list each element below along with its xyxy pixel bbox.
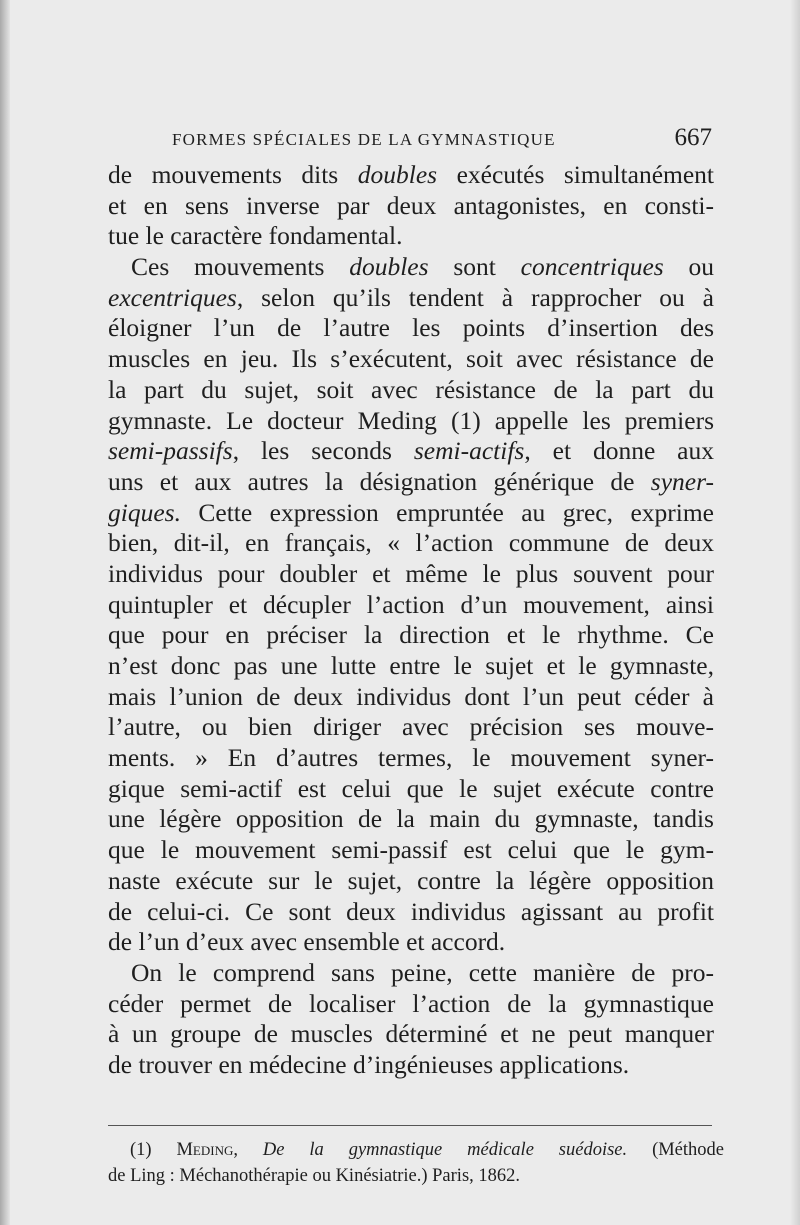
text-line <box>108 467 714 498</box>
text-segment: ments. » En d’autres termes, le mouvement syner- <box>108 743 714 773</box>
text-line <box>108 897 714 928</box>
text-segment: de mouvements dits <box>108 160 358 189</box>
text-segment: céder permet de localiser l’action de la gymnastique <box>108 988 714 1018</box>
paragraph <box>108 160 714 252</box>
footnote-line <box>108 1137 724 1163</box>
small-caps-text: Meding <box>176 1140 234 1160</box>
text-segment: à un groupe de muscles déterminé et ne peut manquer <box>108 1019 714 1049</box>
text-line <box>108 375 714 406</box>
text-segment: (Méthode <box>627 1140 724 1160</box>
text-segment: gique semi-actif est celui que le sujet exécute contre <box>108 773 714 803</box>
text-segment: la part du sujet, soit avec résistance de la part du <box>108 374 714 404</box>
text-segment: , <box>233 1140 263 1160</box>
text-segment: quintupler et décupler l’action d’un mouvement, ainsi <box>108 589 714 619</box>
text-segment: éloigner l’un de l’autre les points d’insertion des <box>108 313 714 343</box>
footnote <box>108 1137 724 1189</box>
text-segment: uns et aux autres la désignation générique de <box>108 466 651 496</box>
text-segment: ou <box>663 252 714 282</box>
italic-text: semi-actifs <box>413 436 525 466</box>
italic-text: semi-passifs <box>108 436 233 466</box>
text-line <box>108 835 714 866</box>
text-segment: une légère opposition de la main du gymnaste, tandis <box>108 804 714 834</box>
text-segment: n’est donc pas une lutte entre le sujet et le gymnaste, <box>108 651 714 680</box>
text-line <box>108 866 714 897</box>
text-line <box>108 436 714 467</box>
text-segment: individus pour doubler et même le plus souvent pour <box>108 558 714 588</box>
italic-text: doubles <box>357 160 438 189</box>
text-line <box>108 406 714 437</box>
italic-text: De la gymnastique médicale suédoise. <box>262 1140 628 1160</box>
italic-text: excentriques <box>108 282 237 312</box>
italic-text: doubles <box>349 252 429 282</box>
text-line <box>108 160 714 191</box>
text-line <box>108 620 714 651</box>
text-segment: que pour en préciser la direction et le rhythme. Ce <box>108 620 714 650</box>
text-segment: Ces mouvements <box>131 252 350 282</box>
text-line <box>108 1019 714 1050</box>
text-line <box>108 191 714 222</box>
footnote-rule <box>108 1125 712 1126</box>
paragraph <box>108 958 714 1081</box>
text-segment: gymnaste. Le docteur Meding (1) appelle les premiers <box>108 405 714 435</box>
text-segment: sont <box>428 252 521 282</box>
text-line <box>108 1050 714 1081</box>
text-line <box>108 498 714 529</box>
text-segment: , les seconds <box>232 436 414 466</box>
text-line <box>108 804 714 835</box>
paragraph <box>108 252 714 958</box>
text-line <box>108 743 714 774</box>
text-line <box>108 682 714 713</box>
text-segment: exécutés simultanément <box>437 160 714 189</box>
text-segment: que le mouvement semi-passif est celui que le gym- <box>108 835 714 865</box>
running-head <box>172 124 712 154</box>
text-segment: , selon qu’ils tendent à rapprocher ou à <box>236 282 714 312</box>
page-edge-shadow-right <box>790 0 800 1225</box>
text-segment: de l’un d’eux avec ensemble et accord. <box>108 927 506 957</box>
page-edge-shadow-left <box>0 0 10 1225</box>
text-segment: Cette expression empruntée au grec, exprime <box>180 497 714 527</box>
text-segment: de trouver en médecine d’ingénieuses applications. <box>108 1049 630 1079</box>
text-line <box>108 252 714 283</box>
text-line <box>108 559 714 590</box>
italic-text: giques. <box>108 497 181 527</box>
text-segment: tue le caractère fondamental. <box>108 221 403 251</box>
page-number: 667 <box>674 124 712 151</box>
text-segment: l’autre, ou bien diriger avec précision ses mouve- <box>108 712 714 742</box>
text-segment: naste exécute sur le sujet, contre la légère opposition <box>108 865 714 895</box>
text-line <box>108 221 714 252</box>
text-line <box>108 344 714 375</box>
text-segment: , et donne aux <box>524 436 714 466</box>
text-segment: muscles en jeu. Ils s’exécutent, soit avec résistance de <box>108 344 714 374</box>
text-segment: et en sens inverse par deux antagonistes, en consti- <box>108 190 714 220</box>
text-segment: de celui-ci. Ce sont deux individus agissant au profit <box>108 896 714 926</box>
text-segment: On le comprend sans peine, cette manière de pro- <box>131 957 714 987</box>
text-segment: mais l’union de deux individus dont l’un peut céder à <box>108 681 714 711</box>
body-text <box>108 160 714 1081</box>
text-line <box>108 989 714 1020</box>
footnote-line <box>108 1163 724 1189</box>
italic-text: concentriques <box>520 252 664 282</box>
text-line <box>108 774 714 805</box>
text-line <box>108 528 714 559</box>
text-segment: de Ling : Méchanothérapie ou Kinésiatrie.) Paris, 1862. <box>108 1166 521 1186</box>
text-line <box>108 283 714 314</box>
text-segment: bien, dit-il, en français, « l’action commune de deux <box>108 528 714 558</box>
text-line <box>108 958 714 989</box>
text-segment: (1) <box>130 1140 177 1160</box>
text-line <box>108 712 714 743</box>
text-line <box>108 313 714 344</box>
text-line <box>108 590 714 621</box>
text-line <box>108 927 714 958</box>
text-line <box>108 651 714 682</box>
italic-text: syner- <box>650 466 714 496</box>
running-title: FORMES SPÉCIALES DE LA GYMNASTIQUE <box>172 130 556 149</box>
